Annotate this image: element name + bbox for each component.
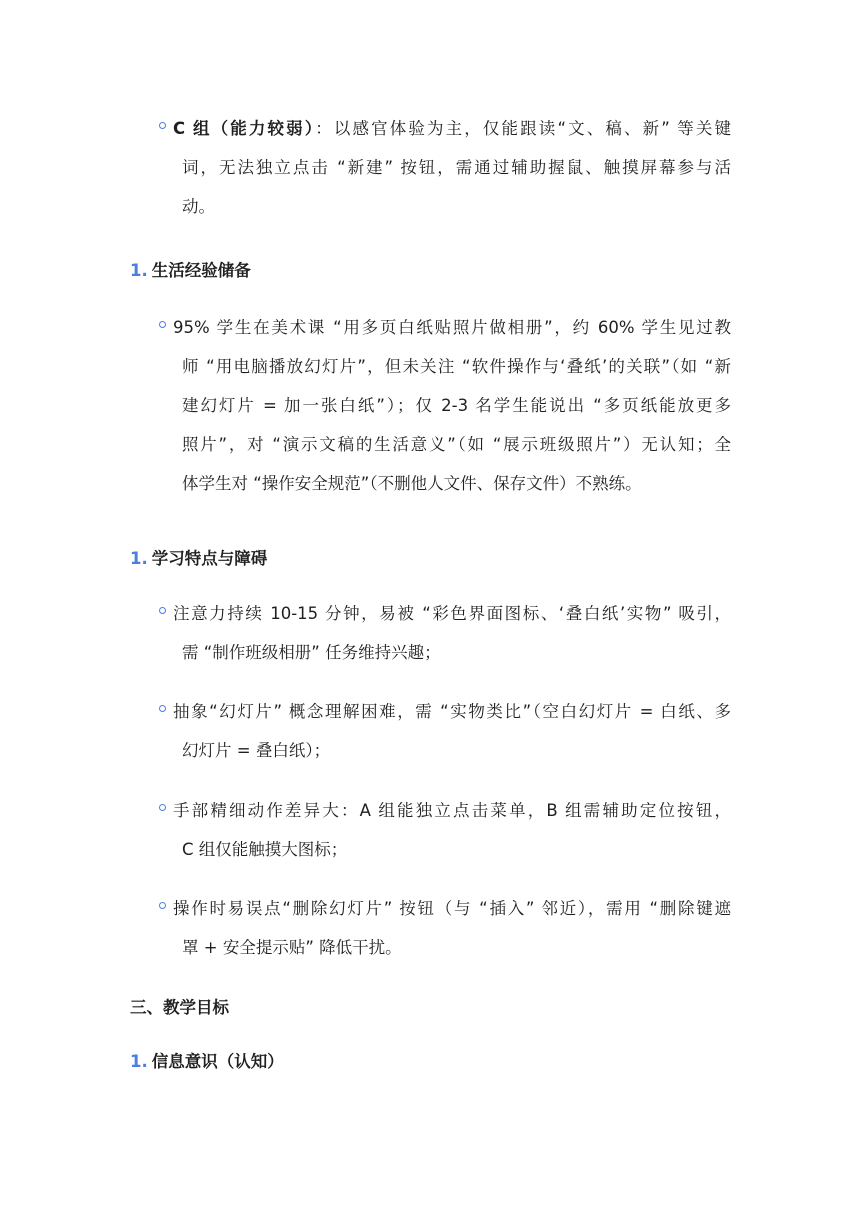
bullet-circle-icon [159, 607, 166, 614]
c-group-text-3: 动。 [182, 197, 215, 216]
section-heading-life [130, 259, 251, 283]
life-experience-bullet [159, 308, 731, 503]
bullet-circle-icon [159, 122, 166, 129]
section-title: 三、教学目标 [130, 998, 229, 1017]
c-group-text-1: ：以感官体验为主，仅能跟读“文、稿、新” 等关键 [315, 119, 731, 138]
c-group-text-2: 词，无法独立点击 “新建” 按钮，需通过辅助握鼠、触摸屏幕参与活 [182, 158, 731, 177]
section-heading-goals [130, 996, 229, 1020]
life-text-4: 照片”，对 “演示文稿的生活意义”（如 “展示班级照片”）无认知；全 [182, 435, 731, 454]
bullet-circle-icon [159, 321, 166, 328]
learning-text: 手部精细动作差异大：A 组能独立点击菜单，B 组需辅助定位按钮， [173, 801, 731, 820]
section-title: 信息意识（认知） [151, 1052, 284, 1071]
learning-text: 注意力持续 10-15 分钟，易被 “彩色界面图标、‘叠白纸’实物” 吸引， [173, 604, 731, 623]
learning-text: 抽象“幻灯片” 概念理解困难，需 “实物类比”（空白幻灯片 = 白纸、多 [173, 702, 731, 721]
list-number: 1. [130, 549, 148, 568]
learning-bullet [159, 692, 731, 770]
learning-text: 需 “制作班级相册” 任务维持兴趣； [182, 643, 441, 662]
learning-bullet [159, 889, 731, 967]
section-heading-learning [130, 547, 267, 571]
bullet-circle-icon [159, 804, 166, 811]
section-title: 生活经验储备 [151, 261, 251, 280]
learning-text: 罩 + 安全提示贴” 降低干扰。 [182, 938, 402, 957]
c-group-label: C 组（能力较弱） [173, 119, 316, 138]
life-text-2: 师 “用电脑播放幻灯片”，但未关注 “软件操作与‘叠纸’的关联”（如 “新 [182, 357, 731, 376]
bullet-circle-icon [159, 705, 166, 712]
section-title: 学习特点与障碍 [151, 549, 268, 568]
life-text-1: 95% 学生在美术课 “用多页白纸贴照片做相册”，约 60% 学生见过教 [173, 318, 731, 337]
life-text-5: 体学生对 “操作安全规范”（不删他人文件、保存文件）不熟练。 [182, 474, 642, 493]
life-text-3: 建幻灯片 = 加一张白纸”）；仅 2-3 名学生能说出 “多页纸能放更多 [182, 396, 731, 415]
learning-bullet [159, 594, 731, 672]
list-number: 1. [130, 261, 148, 280]
c-group-bullet [159, 109, 731, 226]
section-heading-info [130, 1050, 284, 1074]
list-number: 1. [130, 1052, 148, 1071]
learning-text: 操作时易误点“删除幻灯片” 按钮（与 “插入” 邻近），需用 “删除键遮 [173, 899, 731, 918]
learning-bullet [159, 791, 731, 869]
learning-text: 幻灯片 = 叠白纸）； [182, 741, 331, 760]
bullet-circle-icon [159, 902, 166, 909]
learning-text: C 组仅能触摸大图标； [182, 840, 348, 859]
